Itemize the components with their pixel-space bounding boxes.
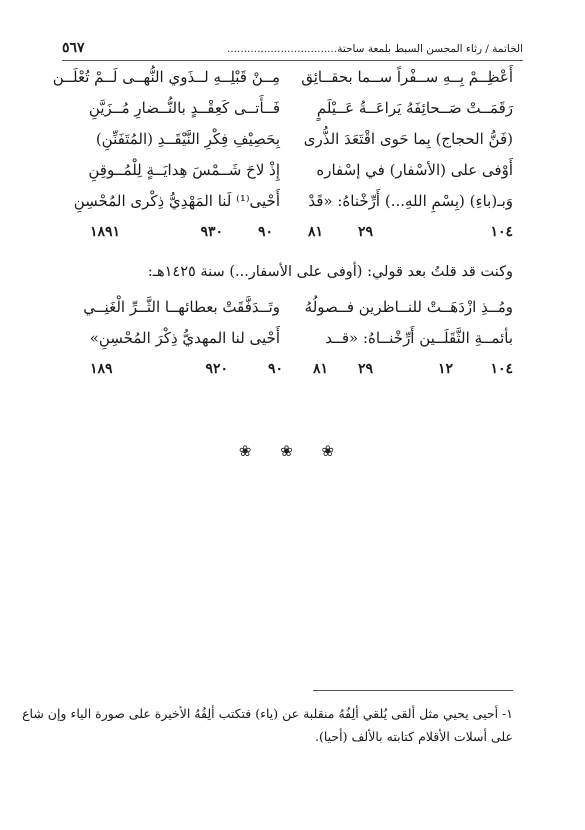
- footnote-divider: [313, 690, 513, 691]
- chronogram-value: ١٠٤: [490, 361, 513, 377]
- page-number: ٥٦٧: [62, 40, 85, 56]
- prose-paragraph: وكنت قد قلتُ بعد قولي: (أوفى على الأسفار...) سنة ١٤٢٥هـ:: [147, 264, 513, 280]
- poem-block-2: [83, 296, 513, 384]
- chronogram-value: ٨١: [312, 361, 328, 377]
- verse: [73, 190, 513, 221]
- footnote: [22, 702, 513, 748]
- verse: [83, 296, 513, 327]
- chronogram-numbers: [90, 221, 513, 247]
- verse: [90, 159, 513, 190]
- chronogram-value: ٩٠: [257, 224, 273, 240]
- footnote-line: ١- أحيى يحيي مثل ألقى يُلقي ألِفُهُ منقلبة عن (ياء) فتكتب ألِفُهُ الأخيرة على صورة الياء وإن شاع: [22, 706, 513, 721]
- chronogram-value: ١٨٩: [90, 361, 113, 377]
- chronogram-value: ٩٣٠: [200, 224, 223, 240]
- chronogram-value: ٩٠: [267, 361, 283, 377]
- verse-second-hemistich: إِذْ لاحَ شَــمْسَ هِدايَــةٍ لِلْمُــوقِنِ: [88, 161, 280, 179]
- verse-first-hemistich: وَبـ(باءِ) (بِسْمِ اللهِ...) أَرِّخْناهُ: «قَدْ: [308, 192, 513, 210]
- verse: [90, 128, 513, 159]
- verse-second-hemistich: بِحَصِيْفِ فِكْرِ النَّيْقَــدِ (المُتَفَنِّنِ): [95, 130, 280, 148]
- verse-second-hemistich: وتَــدَفَّقَتْ بعطائهــا الثَّــرِّ الْغَنِــي: [83, 298, 280, 316]
- verse: [90, 327, 513, 358]
- verse-first-hemistich: أَوْفى على (الأسْفار) في إسْفاره: [316, 161, 513, 179]
- verse-second-hemistich: فَــأَتــى كَعِقْــدٍ بالنُّــضارِ مُــزَيَّنِ: [88, 99, 280, 117]
- chronogram-value: ٢٩: [357, 361, 373, 377]
- verse-first-hemistich: رَقَمَــتْ صَــحائِفَهُ يَراعَــةُ عَــيْلَمٍ: [316, 99, 513, 117]
- chronogram-value: ٢٩: [357, 224, 373, 240]
- footnote-line: على أسلات الأقلام كتابته بالألف (أحيا).: [315, 729, 513, 744]
- verse: [90, 97, 513, 128]
- running-header: [62, 40, 523, 61]
- chronogram-value: ١٠٤: [490, 224, 513, 240]
- verse-first-hemistich: ومُــذِ ازْدَهَــتْ للنــاظرين فــصولُهُ: [304, 298, 513, 316]
- verse: [52, 66, 513, 97]
- section-separator-ornament: ❀ ❀ ❀: [238, 442, 347, 460]
- verse-first-hemistich: (فَنُّ الحجاج) بِما حَوى اقْتَعَدَ الذُّرى: [303, 130, 513, 148]
- verse-second-hemistich: أَحْيى⁽¹⁾ لَنا المَهْدِيُّ ذِكْرى المُحْسِنِ: [73, 192, 280, 210]
- header-title: الخاتمة / رثاء المحسن السبط بلمعة ساحتة.................................: [227, 43, 523, 55]
- chronogram-value: ٩٢٠: [205, 361, 228, 377]
- chronogram-numbers: [90, 358, 513, 384]
- chronogram-value: ١٨٩١: [90, 224, 121, 240]
- verse-second-hemistich: مِــنْ قَبْلِــهِ لــذَوي النُّهــى لَــمْ تُعْلَــن: [52, 68, 280, 86]
- chronogram-value: ٨١: [307, 224, 323, 240]
- chronogram-value: ١٢: [437, 361, 453, 377]
- verse-first-hemistich: بأئمــةِ الثَّقَلَــين أَرِّخْنــاهُ: «قــد: [325, 329, 513, 347]
- poem-block-1: [52, 66, 513, 247]
- verse-first-hemistich: أَعْظِــمْ بِــهِ ســفْراً ســما بحقــائِق: [301, 68, 513, 86]
- verse-second-hemistich: أَحْيى لنا المهديُّ ذِكْرَ المُحْسِنِ»: [89, 329, 280, 347]
